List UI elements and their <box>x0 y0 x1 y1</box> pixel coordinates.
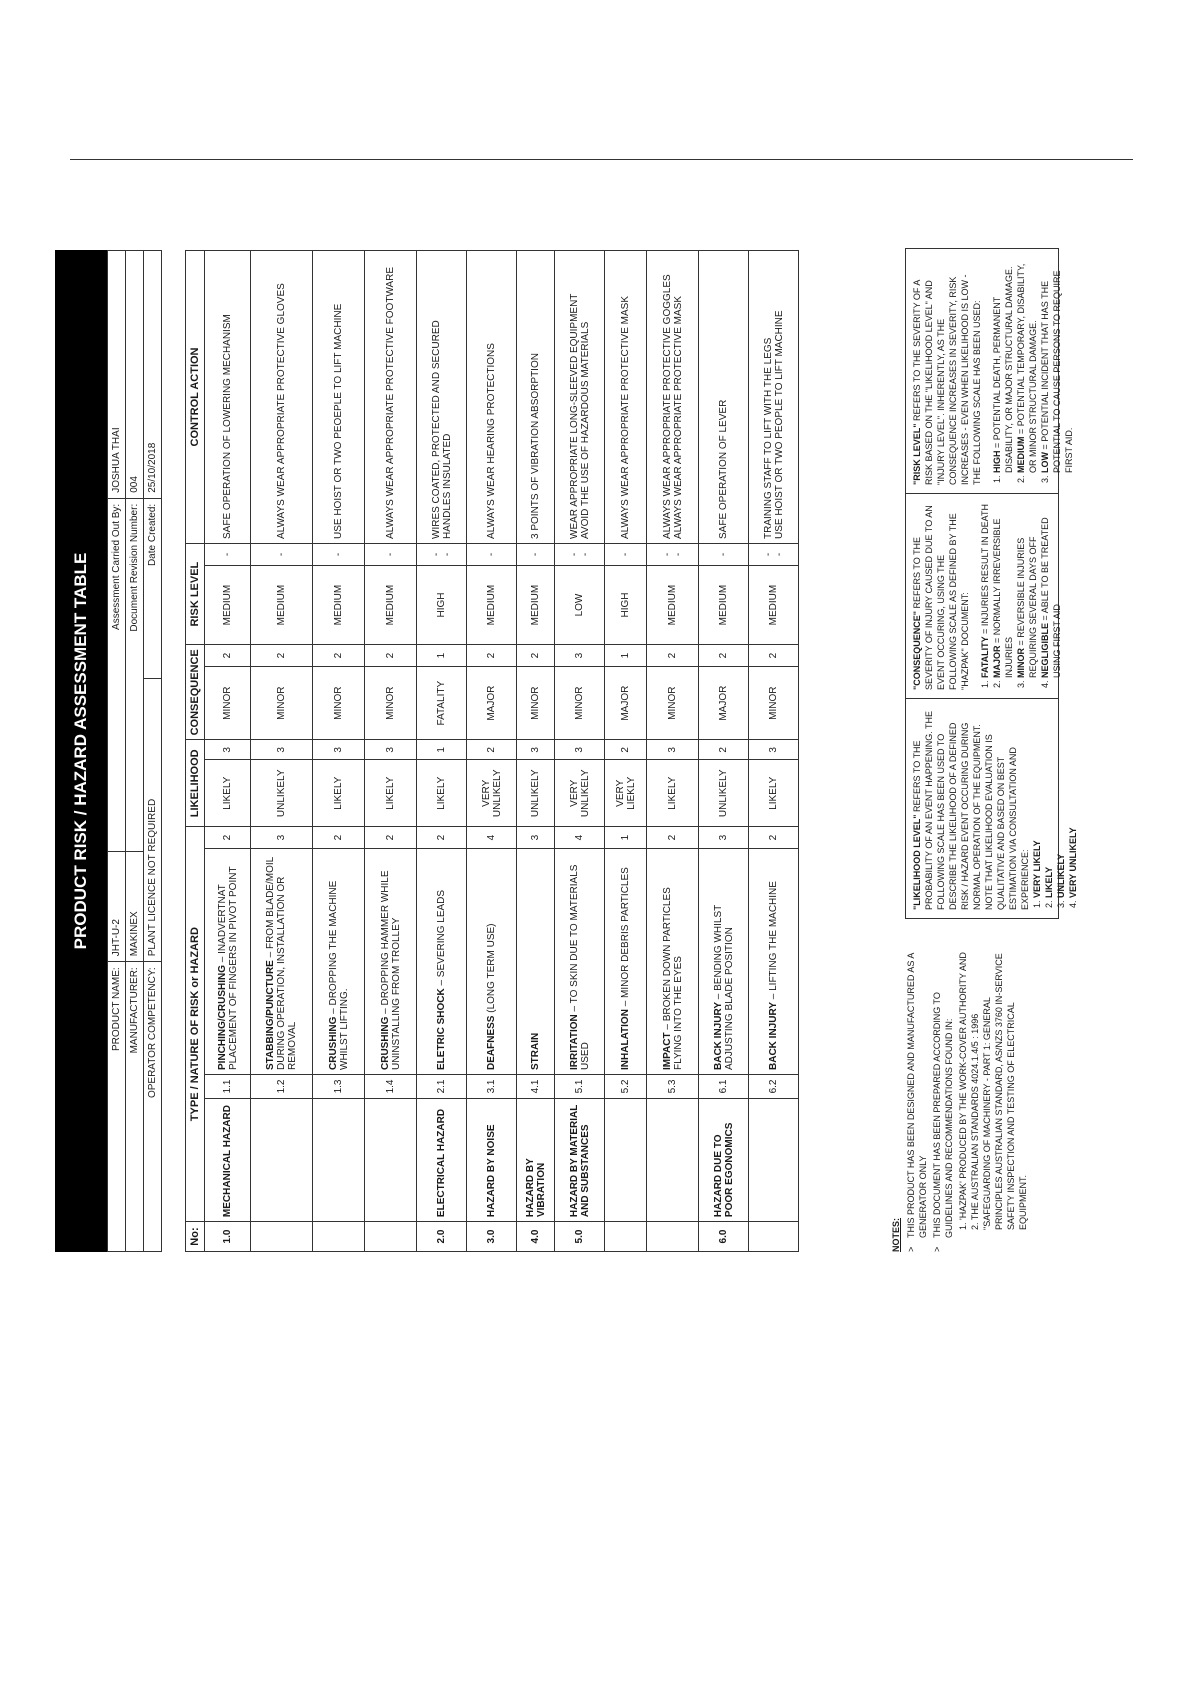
scale-term: HIGH <box>992 450 1002 473</box>
scale-term: MEDIUM <box>1016 436 1026 473</box>
sub-number: 6.1 <box>699 1074 749 1098</box>
control-action: 3 POINTS OF VIBRATION ABSORPTION <box>530 353 541 539</box>
risk-score: 2 <box>205 645 251 667</box>
control-dashes <box>605 544 647 566</box>
competency-label: OPERATOR COMPETENCY: <box>144 962 162 1252</box>
likelihood-score: 2 <box>205 827 251 849</box>
control-action: USE HOIST OR TWO PEOEPLE TO LIFT MACHINE <box>333 303 344 539</box>
page-title: PRODUCT RISK / HAZARD ASSESSMENT TABLE <box>55 250 107 1252</box>
consequence-value: MAJOR <box>605 666 647 740</box>
scale-term: NEGLIGIBLE <box>1040 622 1050 678</box>
notes-item <box>905 952 929 1252</box>
hazard-category <box>605 1098 647 1221</box>
control-dashes <box>517 544 555 566</box>
risk-value: MEDIUM <box>699 565 749 644</box>
hazard-table <box>185 250 799 1252</box>
hazard-category: MECHANICAL HAZARD <box>205 1098 251 1221</box>
scale-text: = POTENTIAL TEMPORARY, DISABILITY, OR MINOR STRUCTURAL DAMAGE. <box>1016 263 1038 473</box>
scale-term: VERY LIKELY <box>1032 840 1042 898</box>
hazard-number <box>313 1222 365 1252</box>
sub-number: 1.4 <box>365 1074 417 1098</box>
info-row <box>126 251 144 1252</box>
risk-value: MEDIUM <box>313 565 365 644</box>
control-dash: - <box>762 552 774 557</box>
consequence-definition <box>906 493 1062 698</box>
control-actions <box>647 251 699 544</box>
control-actions <box>417 251 467 544</box>
info-row <box>108 251 126 1252</box>
risk-score: 2 <box>749 645 799 667</box>
control-actions <box>205 251 251 544</box>
scale-text: = NORMALLY IRREVERSIBLE INJURIES <box>992 518 1014 678</box>
scale-text: = REVERSIBLE INJURIES REQUIRING SEVERAL DAYS OFF <box>1016 536 1038 678</box>
hazard-detail: – SEVERING LEADS <box>436 889 447 989</box>
scale-text: = POTENTIAL DEATH, PERMANENT DISABILITY, OR MAJOR STRUCTURAL DAMAGE. <box>992 266 1014 473</box>
hazard-title: BACK INJURY <box>768 1002 779 1070</box>
hazard-title: CRUSHING <box>379 1016 391 1070</box>
header-control: CONTROL ACTION <box>186 251 205 544</box>
scale-text: = POTENTIAL INCIDENT THAT HAS THE POTENTIAL TO CAUSE PERSONS TO REQUIRE FIRST AID. <box>1040 270 1074 473</box>
control-dash: - <box>661 552 673 557</box>
manufacturer-value: MAKINEX <box>126 852 144 962</box>
hazard-detail: – TO SKIN DUE TO MATERIALS USED <box>568 864 591 1070</box>
scale-term: VERY UNLIKELY <box>1068 827 1078 898</box>
control-dash: - <box>333 552 344 557</box>
hazard-number: 4.0 <box>517 1222 555 1252</box>
hazard-description <box>365 849 417 1075</box>
control-action: HANDLES INSULATED <box>441 433 453 539</box>
control-dashes <box>699 544 749 566</box>
consequence-score: 3 <box>365 740 417 760</box>
hazard-number <box>605 1222 647 1252</box>
risk-value: MEDIUM <box>205 565 251 644</box>
notes-reference: 2. THE AUSTRALIAN STANDARDS 4024.1.4/5 : 1996 "SAFEGUARDING OF MACHINERY - PART 1: GENERAL PRINCIPLES AUSTRALIAN STANDARD, AS/NZS 3760 IN-SERVICE SAFETY INSPECTION AND TESTING OF ELECTRICAL EQUIPMENT. <box>970 953 1028 1230</box>
likelihood-score: 2 <box>647 827 699 849</box>
hazard-category <box>251 1098 313 1221</box>
likelihood-scale-item <box>1067 707 1079 898</box>
table-row <box>251 251 313 1252</box>
sub-number: 6.2 <box>749 1074 799 1098</box>
consequence-score: 2 <box>467 740 517 760</box>
risk-score: 2 <box>647 645 699 667</box>
page-top-rule <box>70 159 1133 160</box>
consequence-value: MINOR <box>205 666 251 740</box>
control-action: ALWAYS WEAR APPROPRIATE PROTECTIVE FOOTWARE <box>385 266 396 539</box>
scale-term: MINOR <box>1016 648 1026 678</box>
sub-number: 4.1 <box>517 1074 555 1098</box>
sub-number: 2.1 <box>417 1074 467 1098</box>
likelihood-value: LIKELY <box>365 760 417 827</box>
risk-term: "RISK LEVEL" <box>912 423 922 485</box>
risk-value: MEDIUM <box>517 565 555 644</box>
likelihood-value: LIKELY <box>417 760 467 827</box>
risk-score: 1 <box>605 645 647 667</box>
risk-scale-item <box>991 257 1015 473</box>
risk-value: HIGH <box>417 565 467 644</box>
consequence-value: FATALITY <box>417 666 467 740</box>
consequence-score: 2 <box>605 740 647 760</box>
rotated-page <box>55 250 1078 1252</box>
likelihood-value: LIKELY <box>205 760 251 827</box>
notes-section <box>890 952 1029 1252</box>
risk-score: 2 <box>699 645 749 667</box>
sub-number: 5.2 <box>605 1074 647 1098</box>
likelihood-value: LIKELY <box>647 760 699 827</box>
likelihood-scale-item <box>1043 707 1055 898</box>
scale-term: MAJOR <box>992 645 1002 678</box>
notes-bullet: > <box>906 1246 916 1252</box>
hazard-description <box>699 849 749 1075</box>
control-dash: - <box>486 552 497 557</box>
control-dash: - <box>568 552 580 557</box>
likelihood-scale-item <box>1055 707 1067 898</box>
consequence-value: MINOR <box>647 666 699 740</box>
risk-score: 3 <box>555 645 605 667</box>
hazard-title: IMPACT <box>661 1032 673 1070</box>
risk-value: LOW <box>555 565 605 644</box>
control-dash: - <box>773 552 785 557</box>
likelihood-score: 2 <box>365 827 417 849</box>
sub-number: 5.3 <box>647 1074 699 1098</box>
risk-scale-item <box>1039 257 1075 473</box>
hazard-title: ELETRIC SHOCK <box>436 988 447 1070</box>
hazard-number: 6.0 <box>699 1222 749 1252</box>
control-action: USE HOIST OR TWO PEOPLE TO LIFT MACHINE <box>773 310 785 539</box>
header-likelihood: LIKELIHOOD <box>186 740 205 827</box>
likelihood-value: UNLIKELY <box>699 760 749 827</box>
control-dashes <box>647 544 699 566</box>
consequence-scale-item <box>991 502 1015 678</box>
hazard-detail: – LIFTING THE MACHINE <box>768 881 779 1003</box>
consequence-value: MINOR <box>313 666 365 740</box>
control-actions <box>365 251 417 544</box>
hazard-description <box>517 849 555 1075</box>
consequence-score: 3 <box>749 740 799 760</box>
likelihood-value: VERY LIEKLY <box>605 760 647 827</box>
control-action: SAFE OPERATION OF LEVER <box>718 399 729 539</box>
likelihood-score: 1 <box>605 827 647 849</box>
control-action: WEAR APPROPRIATE LONG-SLEEVED EQUIPMENT <box>568 293 580 539</box>
risk-value: MEDIUM <box>251 565 313 644</box>
hazard-description <box>417 849 467 1075</box>
control-action: ALWAYS WEAR HEARING PROTECTIONS <box>486 343 497 539</box>
risk-value: MEDIUM <box>749 565 799 644</box>
hazard-title: STABBING/PUNCTURE <box>265 960 276 1070</box>
likelihood-scale-item <box>1031 707 1043 898</box>
date-label: Date Created: <box>144 498 162 678</box>
notes-item-text: THIS DOCUMENT HAS BEEN PREPARED ACCORDING TO GUIDELINES AND RECOMMENDATIONS FOUND IN: <box>932 992 954 1238</box>
hazard-description <box>251 849 313 1075</box>
sub-number: 3.1 <box>467 1074 517 1098</box>
likelihood-scale <box>1031 707 1079 898</box>
consequence-value: MAJOR <box>699 666 749 740</box>
hazard-detail: – DROPPING HAMMER WHILE UNINSTALLING FROM TROLLEY <box>379 870 402 1070</box>
risk-score: 2 <box>313 645 365 667</box>
header-no: No: <box>186 1222 205 1252</box>
likelihood-score: 3 <box>251 827 313 849</box>
risk-text: REFERS TO THE SEVERITY OF A RISK BASED ON THE "LIKELIHOOD LEVEL" AND "INJURY LEVEL". INHERENTLY, AS THE CONSEQUENCE INCREASES IN SEVERITY, RISK INCREASES - EVEN WHEN LIKELIHOOD IS LOW - THE FOLLOWING SCALE HAS BEEN USED: <box>912 274 982 485</box>
table-row <box>749 251 799 1252</box>
control-actions <box>517 251 555 544</box>
consequence-score: 3 <box>555 740 605 760</box>
definitions-box <box>905 248 1078 919</box>
revision-label: Document Revision Number: <box>126 498 144 852</box>
hazard-detail: – INADVERTNAT PLACEMENT OF FINGERS IN PIVOT POINT <box>216 866 239 1070</box>
consequence-value: MAJOR <box>467 666 517 740</box>
likelihood-term: "LIKELIHOOD LEVEL" <box>912 814 922 910</box>
notes-item <box>931 952 955 1252</box>
hazard-category: ELECTRICAL HAZARD <box>417 1098 467 1221</box>
hazard-category <box>647 1098 699 1221</box>
hazard-description <box>313 849 365 1075</box>
table-row <box>517 251 555 1252</box>
table-row <box>605 251 647 1252</box>
control-dash: - <box>276 552 287 557</box>
consequence-value: MINOR <box>251 666 313 740</box>
scale-term: LIKELY <box>1044 866 1054 898</box>
consequence-score: 2 <box>699 740 749 760</box>
consequence-text: REFERS TO THE SEVERITY OF INJURY CAUSED DUE TO AN EVENT OCCURING, USING THE FOLLOWING SCALE AS DEFINED BY THE "HAZPAK" DOCUMENT: <box>912 505 970 690</box>
hazard-title: BACK INJURY <box>712 1002 724 1070</box>
likelihood-score: 3 <box>699 827 749 849</box>
hazard-number: 5.0 <box>555 1222 605 1252</box>
risk-scale-item <box>1015 257 1039 473</box>
hazard-table-body <box>205 251 799 1252</box>
table-row <box>365 251 417 1252</box>
risk-score: 2 <box>467 645 517 667</box>
hazard-description <box>605 849 647 1075</box>
risk-definition <box>906 249 1074 493</box>
competency-value: PLANT LICENCE NOT REQUIRED <box>144 678 162 962</box>
product-info-table <box>107 250 162 1252</box>
notes-bullet: > <box>932 1246 942 1252</box>
risk-value: MEDIUM <box>647 565 699 644</box>
likelihood-value: UNLIKELY <box>517 760 555 827</box>
hazard-number: 3.0 <box>467 1222 517 1252</box>
header-consequence: CONSEQUENCE <box>186 645 205 740</box>
likelihood-value: VERY UNLIKELY <box>555 760 605 827</box>
hazard-title: CRUSHING <box>327 1016 339 1070</box>
consequence-value: MINOR <box>517 666 555 740</box>
consequence-value: MINOR <box>555 666 605 740</box>
hazard-detail: – DROPPING THE MACHINE WHILST LIFTING. <box>327 880 350 1070</box>
control-dash: - <box>672 552 684 557</box>
control-actions <box>605 251 647 544</box>
assessor-value: JOSHUA THAI <box>108 251 126 499</box>
control-actions <box>699 251 749 544</box>
table-row <box>699 251 749 1252</box>
consequence-score: 1 <box>417 740 467 760</box>
consequence-value: MINOR <box>365 666 417 740</box>
consequence-scale-item <box>1039 502 1063 678</box>
consequence-score: 3 <box>313 740 365 760</box>
hazard-description <box>749 849 799 1075</box>
control-dashes <box>417 544 467 566</box>
consequence-value: MINOR <box>749 666 799 740</box>
scale-text: = ABLE TO BE TREATED USING FIRST AID <box>1040 517 1062 678</box>
consequence-scale-item <box>1015 502 1039 678</box>
control-action: ALWAYS WEAR APPROPRIATE PROTECTIVE GOGGLES <box>661 274 673 539</box>
likelihood-score: 2 <box>313 827 365 849</box>
hazard-description <box>467 849 517 1075</box>
likelihood-score: 2 <box>417 827 467 849</box>
consequence-scale <box>979 502 1063 678</box>
revision-value: 004 <box>126 251 144 499</box>
hazard-category <box>365 1098 417 1221</box>
likelihood-score: 4 <box>467 827 517 849</box>
hazard-title: INHALATION <box>620 1009 631 1070</box>
scale-term: FATALITY <box>980 636 990 678</box>
risk-value: MEDIUM <box>467 565 517 644</box>
control-actions <box>555 251 605 544</box>
risk-value: HIGH <box>605 565 647 644</box>
table-row <box>417 251 467 1252</box>
likelihood-score: 3 <box>517 827 555 849</box>
hazard-category <box>749 1098 799 1221</box>
control-action: ALWAYS WEAR APPROPRIATE PROTECTIVE GLOVES <box>276 283 287 539</box>
hazard-number: 2.0 <box>417 1222 467 1252</box>
date-value: 25/10/2018 <box>144 251 162 499</box>
likelihood-value: UNLIKELY <box>251 760 313 827</box>
hazard-title: IRRITATION <box>568 1014 580 1070</box>
assessor-label: Assessment Carried Out By: <box>108 498 126 852</box>
risk-value: MEDIUM <box>365 565 417 644</box>
table-row <box>467 251 517 1252</box>
consequence-score: 3 <box>205 740 251 760</box>
likelihood-text: REFERS TO THE PROBABILITY OF AN EVENT HAPPENING. THE FOLLOWING SCALE HAS BEEN USED TO DESCRIBE THE LIKELIHOOD OF A DEFINED RISK / HAZARD EVENT OCCURING DURING NORMAL OPERATION OF THE EQUIPMENT. NOTE THAT LIKELIHOOD EVALUATION IS QUALITATIVE AND BASED ON BEST ESTIMATION VIA CONSULTATION AND EXPERIENCE: <box>912 710 1030 910</box>
control-actions <box>749 251 799 544</box>
table-row <box>313 251 365 1252</box>
risk-score: 1 <box>417 645 467 667</box>
control-dash: - <box>222 552 233 557</box>
sub-number: 5.1 <box>555 1074 605 1098</box>
likelihood-value: VERY UNLIKELY <box>467 760 517 827</box>
likelihood-value: LIKELY <box>749 760 799 827</box>
control-action: TRAINING STAFF TO LIFT WITH THE LEGS <box>762 337 774 539</box>
header-risk: RISK LEVEL <box>186 544 205 645</box>
consequence-term: "CONSEQUENCE" <box>912 610 922 690</box>
control-action: ALWAYS WEAR APPROPRIATE PROTECTIVE MASK <box>620 295 631 539</box>
sub-number: 1.2 <box>251 1074 313 1098</box>
hazard-number: 1.0 <box>205 1222 251 1252</box>
control-dashes <box>555 544 605 566</box>
sub-number: 1.3 <box>313 1074 365 1098</box>
table-header-row <box>186 251 205 1252</box>
scale-text: = INJURIES RESULT IN DEATH <box>980 504 990 637</box>
hazard-description <box>555 849 605 1075</box>
control-action: WIRES COATED, PROTECTED AND SECURED <box>430 320 442 539</box>
likelihood-definition <box>906 698 1078 918</box>
risk-scale <box>991 257 1075 473</box>
table-row <box>647 251 699 1252</box>
control-action: ALWAYS WEAR APPROPRIATE PROTECTIVE MASK <box>672 295 684 539</box>
product-name-value: JHT-U-2 <box>108 852 126 962</box>
hazard-category: HAZARD DUE TO POOR EGONOMICS <box>699 1098 749 1221</box>
scale-term: LOW <box>1040 452 1050 473</box>
hazard-title: STRAIN <box>530 1032 541 1070</box>
control-action: AVOID THE USE OF HAZARDOUS MATERIALS <box>579 321 591 539</box>
control-dashes <box>251 544 313 566</box>
hazard-detail: – BROKEN DOWN PARTICLES FLYING INTO THE EYES <box>661 887 684 1070</box>
likelihood-value: LIKELY <box>313 760 365 827</box>
hazard-number <box>251 1222 313 1252</box>
risk-score: 2 <box>517 645 555 667</box>
likelihood-score: 4 <box>555 827 605 849</box>
control-action: SAFE OPERATION OF LOWERING MECHANISM <box>222 314 233 539</box>
consequence-score: 3 <box>251 740 313 760</box>
table-row <box>205 251 251 1252</box>
control-dashes <box>749 544 799 566</box>
hazard-category: HAZARD BY VIBRATION <box>517 1098 555 1221</box>
hazard-detail: – FROM BLADE/MOIL DURING OPERATION, INSTALLATION OR REMOVAL <box>265 857 298 1070</box>
consequence-score: 3 <box>647 740 699 760</box>
hazard-description <box>205 849 251 1075</box>
likelihood-score: 2 <box>749 827 799 849</box>
hazard-detail: – MINOR DEBRIS PARTICLES <box>620 867 631 1010</box>
control-dash: - <box>430 552 442 557</box>
manufacturer-label: MANUFACTURER: <box>126 962 144 1252</box>
control-actions <box>251 251 313 544</box>
control-dash: - <box>530 552 541 557</box>
consequence-score: 3 <box>517 740 555 760</box>
info-row <box>144 251 162 1252</box>
sub-number: 1.1 <box>205 1074 251 1098</box>
control-dashes <box>313 544 365 566</box>
control-actions <box>467 251 517 544</box>
control-dash: - <box>385 552 396 557</box>
control-dashes <box>205 544 251 566</box>
hazard-detail: – BENDING WHILST ADJUSTING BLADE POSITION <box>712 904 735 1070</box>
hazard-category: HAZARD BY MATERIAL AND SUBSTANCES <box>555 1098 605 1221</box>
hazard-number <box>365 1222 417 1252</box>
risk-score: 2 <box>365 645 417 667</box>
control-dash: - <box>620 552 631 557</box>
assessment-page <box>55 250 1078 1252</box>
scale-term: UNLIKELY <box>1056 853 1066 898</box>
notes-item-text: THIS PRODUCT HAS BEEN DESIGNED AND MANUFACTURED AS A GENERATOR ONLY <box>906 953 928 1238</box>
control-dashes <box>467 544 517 566</box>
hazard-title: PINCHING/CRUSHING <box>216 964 228 1070</box>
control-dash: - <box>718 552 729 557</box>
control-dashes <box>365 544 417 566</box>
control-dash: - <box>579 552 591 557</box>
notes-reference: 1. 'HAZPAK' PRODUCED BY THE WORK-COVER AUTHORITY AND <box>958 952 968 1230</box>
notes-heading: NOTES: <box>891 1217 901 1252</box>
risk-score: 2 <box>251 645 313 667</box>
hazard-description <box>647 849 699 1075</box>
control-actions <box>313 251 365 544</box>
hazard-category <box>313 1098 365 1221</box>
hazard-number <box>647 1222 699 1252</box>
control-dash: - <box>441 552 453 557</box>
product-name-label: PRODUCT NAME: <box>108 962 126 1252</box>
hazard-detail: (LONG TERM USE) <box>486 923 497 1016</box>
hazard-title: DEAFNESS <box>486 1015 497 1070</box>
hazard-category: HAZARD BY NOISE <box>467 1098 517 1221</box>
header-type: TYPE / NATURE OF RISK or HAZARD <box>186 827 205 1222</box>
hazard-number <box>749 1222 799 1252</box>
table-row <box>555 251 605 1252</box>
consequence-scale-item <box>979 502 991 678</box>
